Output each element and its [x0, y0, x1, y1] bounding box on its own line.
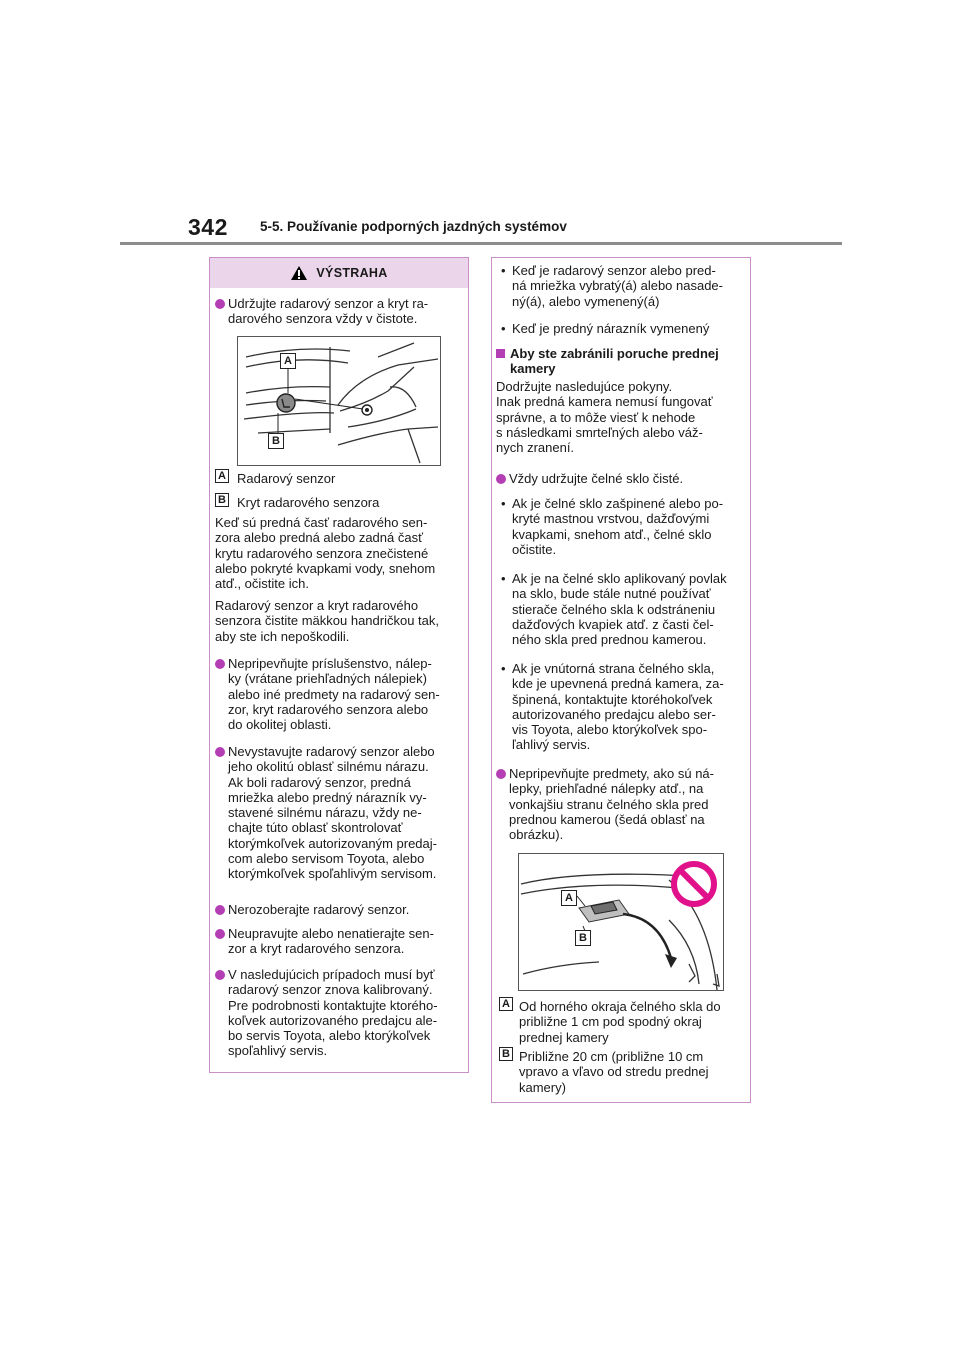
figure-label-b: B [575, 930, 591, 946]
legend-a-badge: A [215, 469, 229, 483]
legend-b-text: Kryt radarového senzora [237, 495, 380, 510]
legend-b-badge: B [215, 493, 229, 507]
legend-a-text: Radarový senzor [237, 471, 336, 486]
radar-sensor-figure [237, 336, 441, 466]
warning-item-2: Nepripevňujte príslušenstvo, nálep- ky (vrátane priehľadných nálepiek) alebo iné predmety na radarový sen- zor, kryt radarového senzora alebo do okolitej oblasti. [228, 656, 440, 733]
continued-box [491, 257, 751, 1103]
camera-subheading: Aby ste zabránili poruche prednej kamery [510, 346, 719, 377]
legend-a-badge: A [499, 997, 513, 1011]
warning-paragraph-2: Radarový senzor a kryt radarového senzora čistite mäkkou handričkou tak, aby ste ich nepoškodili. [215, 598, 439, 644]
camera-paragraph: Dodržujte nasledujúce pokyny. Inak predná kamera nemusí fungovať správne, a to môže viesť k nehode s následkami smrteľných alebo váž- nych zranení. [496, 379, 713, 456]
warning-item-4: Nerozoberajte radarový senzor. [228, 902, 410, 917]
dot-marker: • [501, 263, 506, 278]
bullet-icon [215, 970, 225, 980]
warning-item-5: Neupravujte alebo nenatierajte sen- zor a kryt radarového senzora. [228, 926, 434, 957]
bullet-icon [496, 769, 506, 779]
bullet-icon [215, 659, 225, 669]
page-number: 342 [188, 214, 228, 240]
camera-item-1: Vždy udržujte čelné sklo čisté. [509, 471, 684, 486]
warning-item-6: V nasledujúcich prípadoch musí byť radarový senzor znova kalibrovaný. Pre podrobnosti kontaktujte ktorého- koľvek autorizovaného predajcu ale- bo servis Toyota, alebo ktorýkoľvek spoľahlivý servis. [228, 967, 438, 1059]
figure-label-b: B [268, 433, 284, 449]
bullet-icon [496, 474, 506, 484]
header-rule [120, 242, 842, 245]
subheading-square-icon [496, 349, 505, 358]
warning-triangle-icon [290, 265, 308, 281]
section-title: 5-5. Používanie podporných jazdných systémov [260, 219, 567, 234]
warning-item-1: Udržujte radarový senzor a kryt ra- darového senzora vždy v čistote. [228, 296, 429, 327]
bullet-icon [215, 299, 225, 309]
windshield-illustration [519, 854, 724, 991]
camera-dot-4: Ak je na čelné sklo aplikovaný povlak na sklo, bude stále nutné používať stierače čelného skla k odstráneniu dažďových kvapiek atď. z časti čel- ného skla pred prednou kamerou. [512, 571, 727, 648]
bullet-icon [215, 905, 225, 915]
dot-marker: • [501, 496, 506, 511]
dot-marker: • [501, 321, 506, 336]
figure-label-a: A [280, 353, 296, 369]
camera-dot-5: Ak je vnútorná strana čelného skla, kde je upevnená predná kamera, za- špinená, kontaktujte ktoréhokoľvek autorizovaného predajcu alebo ser- vis Toyota, alebo ktorýkoľvek spo- ľahlivý servis. [512, 661, 724, 753]
figure-label-a: A [561, 890, 577, 906]
bullet-icon [215, 929, 225, 939]
warning-paragraph-1: Keď sú predná časť radarového sen- zora alebo predná alebo zadná časť krytu radarového senzora znečistené alebo pokryté kvapkami vody, snehom atď., očistite ich. [215, 515, 436, 592]
case-dot-1: Keď je radarový senzor alebo pred- ná mriežka vybratý(á) alebo nasade- ný(á), alebo vymenený(á) [512, 263, 723, 309]
dot-marker: • [501, 661, 506, 676]
warning-title: VÝSTRAHA [316, 266, 388, 280]
bullet-icon [215, 747, 225, 757]
camera-item-2: Nepripevňujte predmety, ako sú ná- lepky, priehľadné nálepky atď., na vonkajšiu stranu čelného skla pred prednou kamerou (šedá oblasť na obrázku). [509, 766, 714, 843]
case-dot-2: Keď je predný nárazník vymenený [512, 321, 710, 336]
camera-dot-3: Ak je čelné sklo zašpinené alebo po- kryté mastnou vrstvou, dažďovými kvapkami, snehom atď., čelné sklo očistite. [512, 496, 724, 557]
warning-header [210, 258, 468, 288]
windshield-figure [518, 853, 724, 991]
legend-b-text: Približne 20 cm (približne 10 cm vpravo a vľavo od stredu prednej kamery) [519, 1049, 709, 1095]
dot-marker: • [501, 571, 506, 586]
legend-b-badge: B [499, 1047, 513, 1061]
warning-item-3: Nevystavujte radarový senzor alebo jeho okolitú oblasť silnému nárazu. Ak boli radarový senzor, predná mriežka alebo predný nárazník vy- stavené silnému nárazu, vždy ne- chajte túto oblasť skontrolovať ktorýmkoľvek autorizovaným predaj- com alebo servisom Toyota, alebo ktorýmkoľvek spoľahlivým servisom. [228, 744, 437, 882]
legend-a-text: Od horného okraja čelného skla do približne 1 cm pod spodný okraj prednej kamery [519, 999, 721, 1045]
warning-box [209, 257, 469, 1073]
